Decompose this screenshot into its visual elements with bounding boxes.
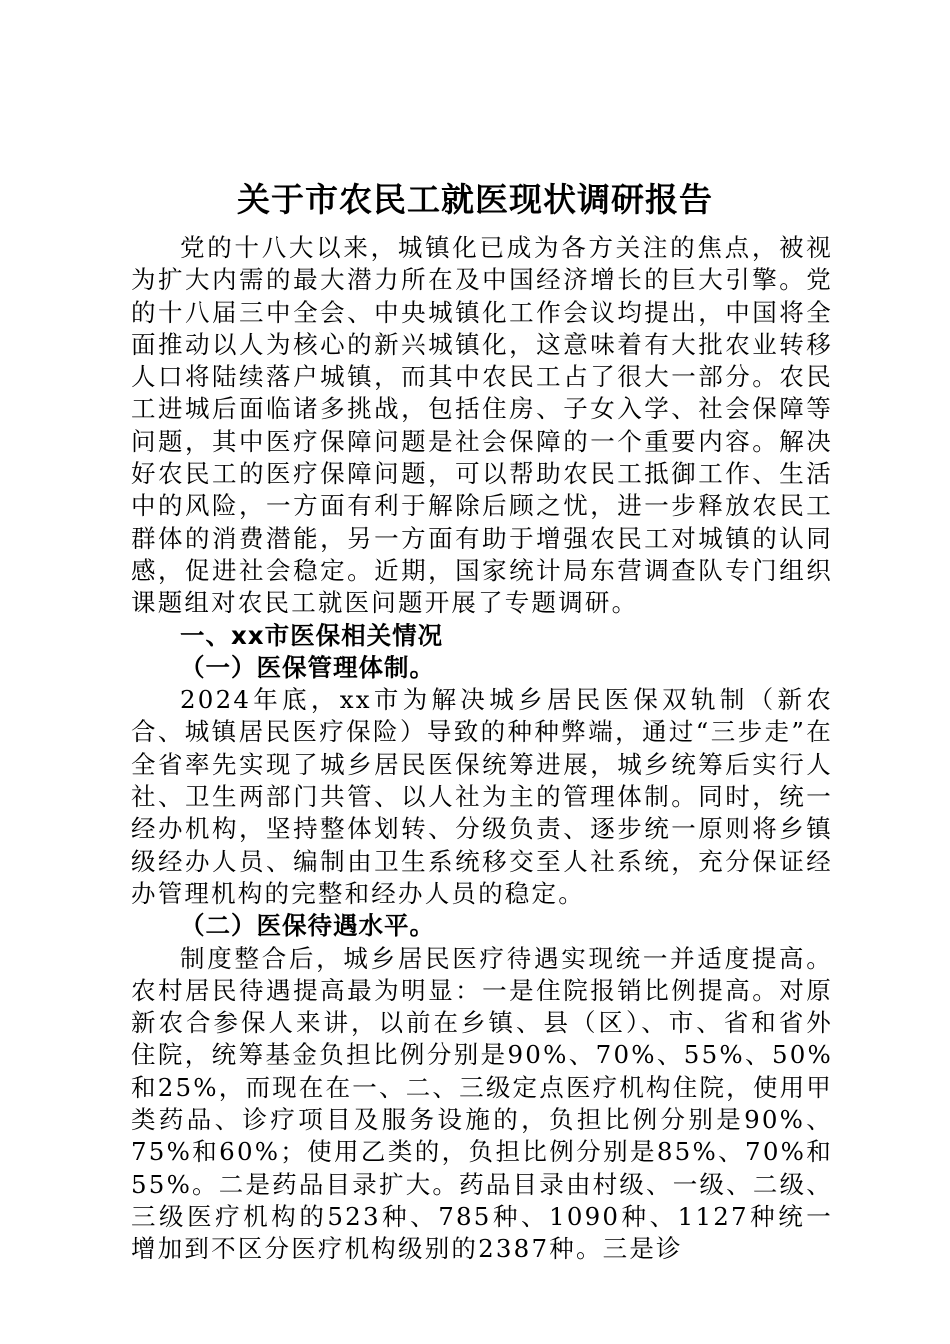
intro-paragraph: 党的十八大以来，城镇化已成为各方关注的焦点，被视为扩大内需的最大潜力所在及中国经济增长的巨大引擎。党的十八届三中全会、中央城镇化工作会议均提出，中国将全面推动以人为核心的新兴城镇化，这意味着有大批农业转移人口将陆续落户城镇，而其中农民工占了很大一部分。农民工进城后面临诸多挑战，包括住房、子女入学、社会保障等问题，其中医疗保障问题是社会保障的一个重要内容。解决好农民工的医疗保障问题，可以帮助农民工抵御工作、生活中的风险，一方面有利于解除后顾之忧，进一步释放农民工群体的消费潜能，另一方面有助于增强农民工对城镇的认同感，促进社会稳定。近期，国家统计局东营调查队专门组织课题组对农民工就医问题开展了专题调研。 [131,233,833,618]
document-title: 关于市农民工就医现状调研报告 [237,180,713,219]
subsection-heading: （二）医保待遇水平。 [180,911,435,941]
document-body [131,232,833,1266]
subsection-paragraph: 制度整合后，城乡居民医疗待遇实现统一并适度提高。农村居民待遇提高最为明显：一是住院报销比例提高。对原新农合参保人来讲，以前在乡镇、县（区）、市、省和省外住院，统筹基金负担比例分别是90%、70%、55%、50%和25%，而现在在一、二、三级定点医疗机构住院，使用甲类药品、诊疗项目及服务设施的，负担比例分别是90%、75%和60%；使用乙类的，负担比例分别是85%、70%和55%。二是药品目录扩大。药品目录由村级、一级、二级、三级医疗机构的523种、785种、1090种、1127种统一增加到不区分医疗机构级别的2387种。三是诊 [131,943,833,1264]
subsection-heading: （一）医保管理体制。 [180,652,435,682]
section-heading: 一、xx市医保相关情况 [180,620,444,650]
subsection-paragraph: 2024年底，xx市为解决城乡居民医保双轨制（新农合、城镇居民医疗保险）导致的种种弊端，通过“三步走”在全省率先实现了城乡居民医保统筹进展，城乡统筹后实行人社、卫生两部门共管、以人社为主的管理体制。同时，统一经办机构，坚持整体划转、分级负责、逐步统一原则将乡镇级经办人员、编制由卫生系统移交至人社系统，充分保证经办管理机构的完整和经办人员的稳定。 [131,685,833,908]
